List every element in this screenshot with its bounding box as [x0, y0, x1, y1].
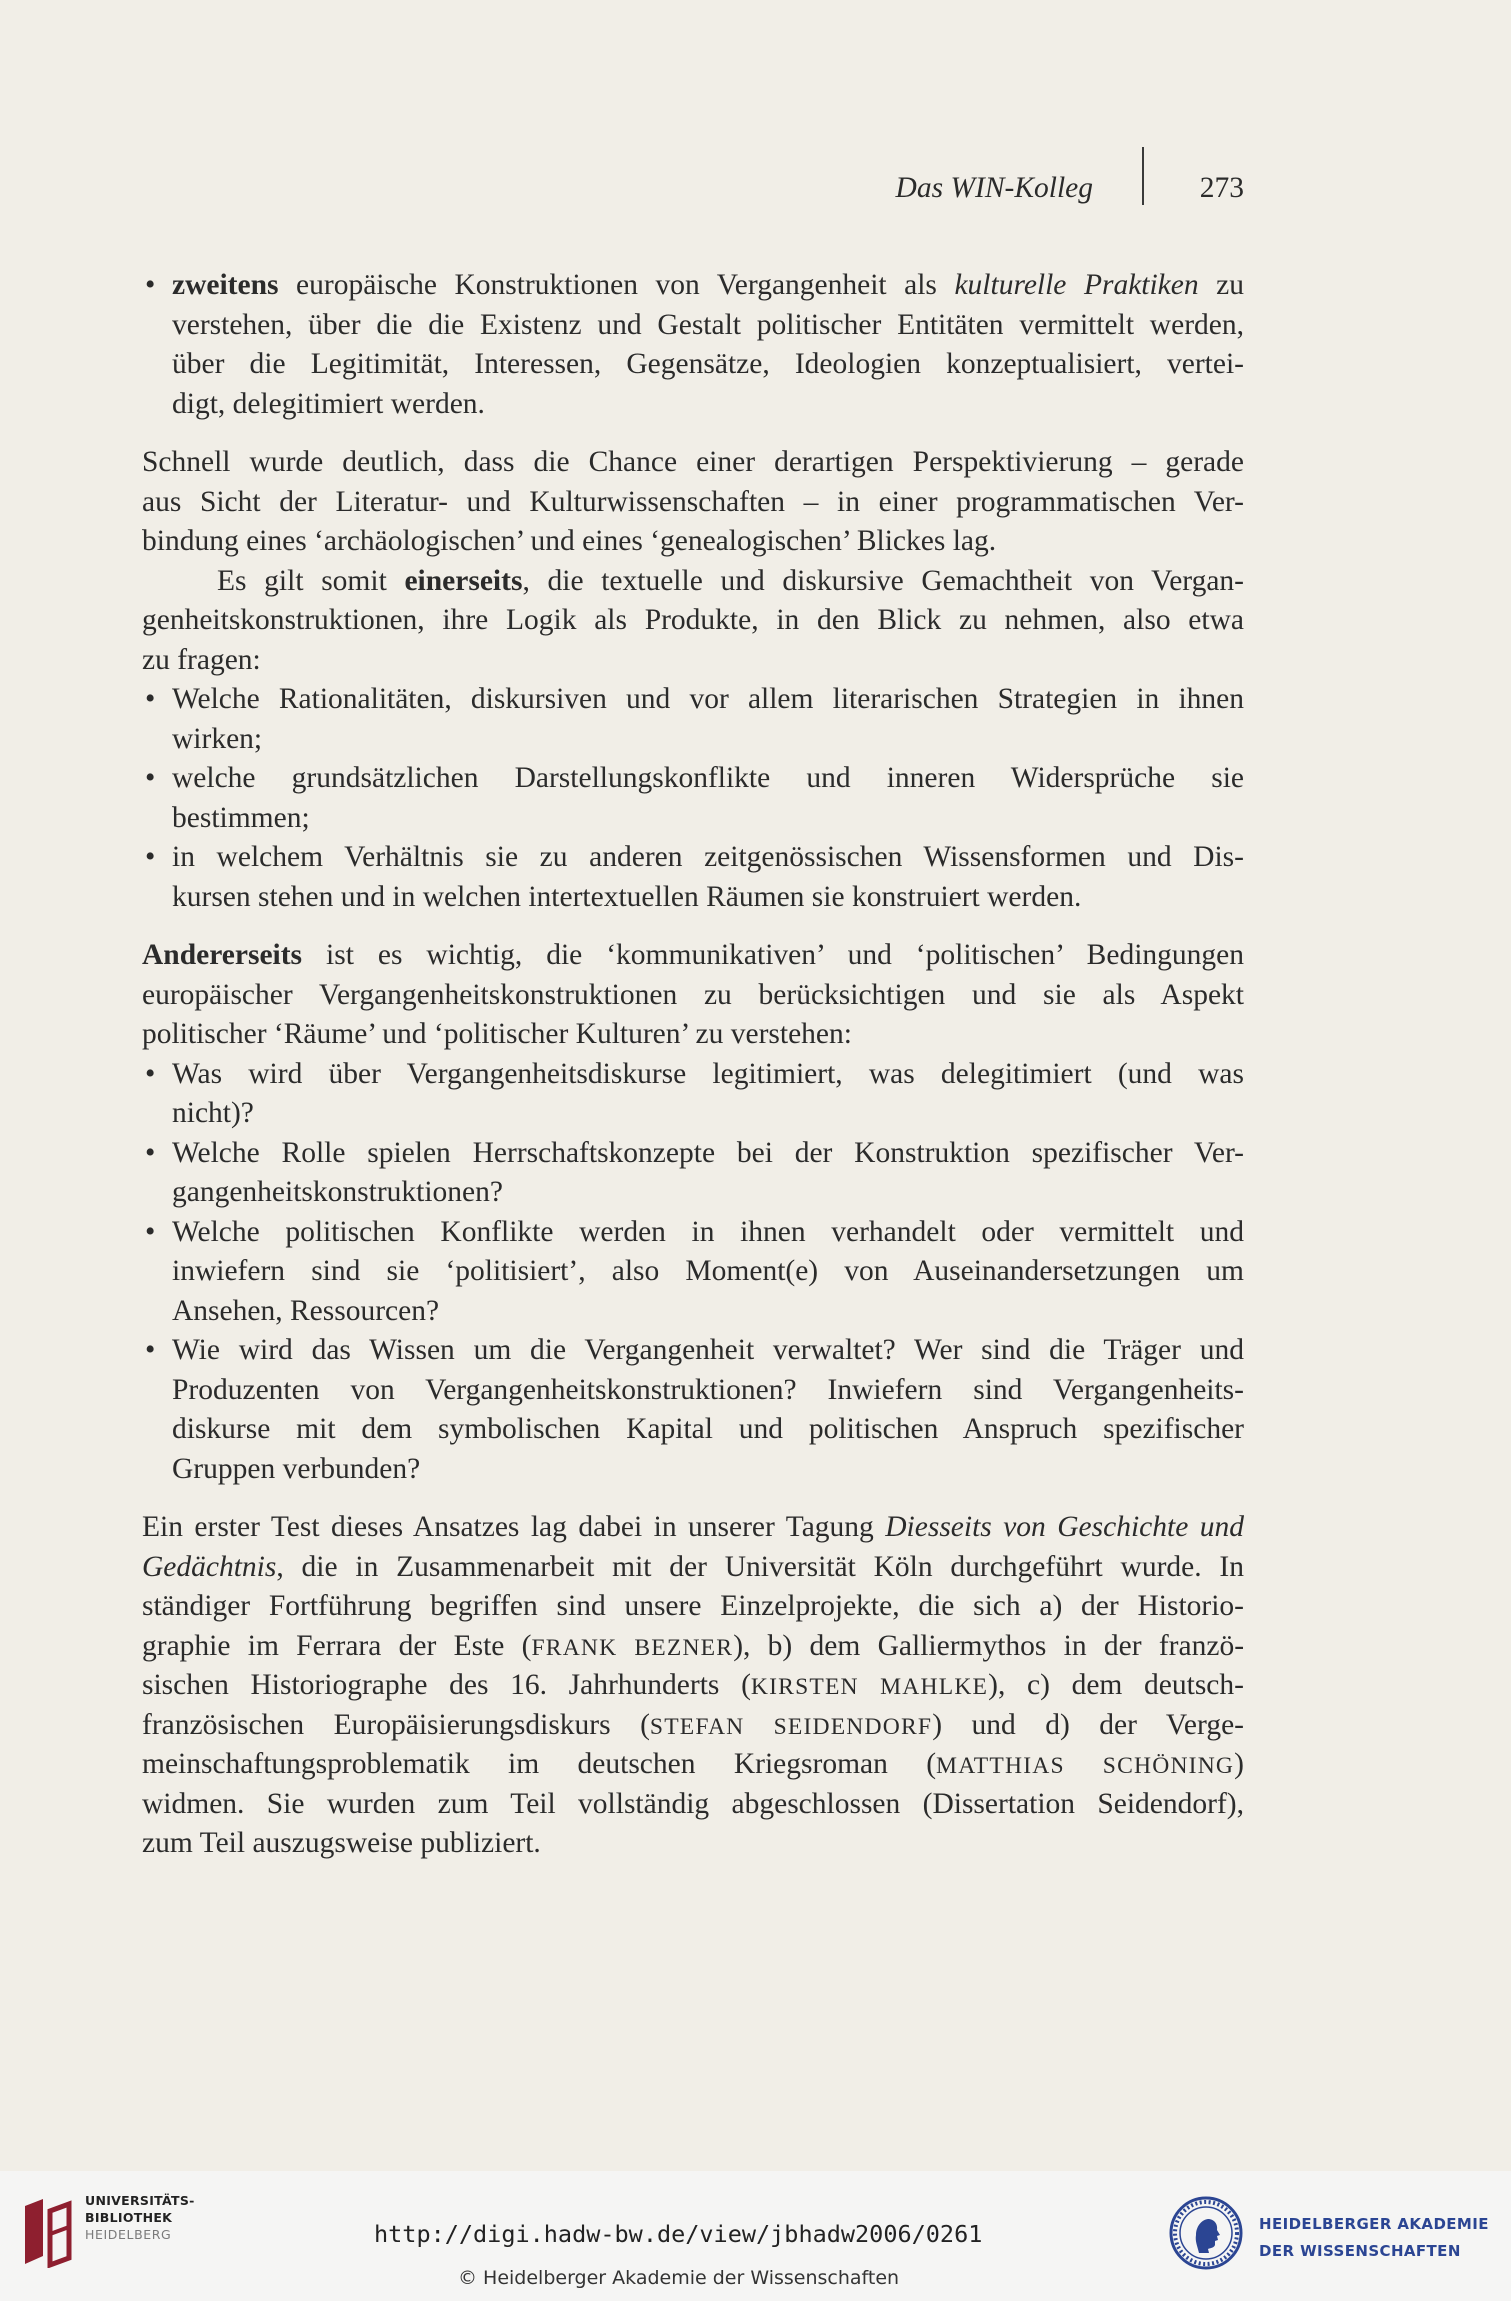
text-run: über die Legitimität, Interessen, Gegensätze, Ideologien konzeptualisiert, vertei-	[172, 348, 1244, 380]
text-line	[172, 345, 1244, 385]
text-run: Welche Rationalitäten, diskursiven und vor allem literarischen Strategien in ihnen	[172, 683, 1244, 715]
text-line	[142, 601, 1244, 641]
text-run: Was wird über Vergangenheitsdiskurse legitimiert, was delegitimiert (und was	[172, 1057, 1244, 1090]
text-line	[172, 878, 1244, 918]
bold-term: Andererseits	[142, 939, 303, 971]
permalink-url: http://digi.hadw-bw.de/view/jbhadw2006/0261	[374, 2220, 983, 2248]
text-line	[172, 1410, 1244, 1450]
bullet-item	[142, 1134, 1244, 1213]
bold-term: einerseits	[404, 564, 523, 597]
text-run: graphie im Ferrara der Este (	[142, 1629, 532, 1662]
bullet-marker: •	[145, 762, 156, 794]
library-logo-text	[85, 2192, 195, 2243]
text-line	[142, 562, 1244, 602]
text-line	[172, 1055, 1244, 1095]
text-run: bestimmen;	[172, 801, 310, 834]
bullet-marker: •	[145, 1334, 156, 1366]
text-line	[142, 1785, 1244, 1825]
text-line	[142, 641, 1244, 681]
text-run: Schnell wurde deutlich, dass die Chance einer derartigen Perspektivierung – gerade	[142, 446, 1244, 478]
text-run: ), c) dem deutsch-	[988, 1669, 1244, 1701]
academy-seal-icon	[1168, 2195, 1244, 2271]
library-name-line2: BIBLIOTHEK	[85, 2210, 173, 2225]
text-line	[142, 976, 1244, 1016]
text-run: politischer ‘Räume’ und ‘politischer Kulturen’ zu verstehen:	[142, 1018, 852, 1050]
text-run: ist es wichtig, die ‘kommunikativen’ und ‘politischen’ Bedingungen	[302, 939, 1244, 971]
text-run: Ansehen, Ressourcen?	[172, 1294, 440, 1327]
text-run: europäischer Vergangenheitskonstruktionen zu berücksichtigen und sie als Aspekt	[142, 978, 1244, 1011]
academy-logo-text	[1259, 2211, 1489, 2265]
text-run: meinschaftungsproblematik im deutschen Kriegsroman (	[142, 1748, 937, 1780]
text-run: ständiger Fortführung begriffen sind unsere Einzelprojekte, die sich a) der Historio-	[142, 1590, 1244, 1622]
bullet-marker: •	[145, 1215, 156, 1248]
text-line	[142, 1548, 1244, 1588]
text-line	[172, 1292, 1244, 1332]
academy-name-line1: HEIDELBERGER AKADEMIE	[1259, 2215, 1489, 2233]
text-run: ) und d) der Verge-	[932, 1708, 1244, 1741]
text-line	[142, 1666, 1244, 1706]
italic-term: Gedächtnis	[142, 1550, 277, 1583]
text-line	[142, 1824, 1244, 1864]
text-run: wirken;	[172, 722, 263, 755]
text-run: Es gilt somit	[217, 564, 405, 597]
bullet-marker: •	[145, 841, 156, 873]
author-name: MATTHIAS SCHÖNING	[936, 1753, 1235, 1779]
text-line	[172, 1450, 1244, 1490]
bullet-item	[142, 680, 1244, 759]
text-run: digt, delegitimiert werden.	[172, 387, 485, 420]
text-line	[142, 483, 1244, 523]
text-run: zu fragen:	[142, 643, 261, 676]
library-name-line3: HEIDELBERG	[85, 2227, 172, 2242]
university-library-logo-icon	[22, 2196, 74, 2268]
author-name: FRANK BEZNER	[531, 1634, 734, 1661]
bullet-item	[142, 1331, 1244, 1489]
text-line	[172, 1371, 1244, 1411]
italic-term: Diesseits von Geschichte und	[885, 1511, 1244, 1543]
viewer-footer	[0, 2171, 1511, 2301]
running-title: Das WIN-Kolleg	[895, 172, 1093, 204]
text-line	[142, 1508, 1244, 1548]
text-run: , die textuelle und diskursive Gemachtheit von Vergan-	[522, 564, 1244, 597]
bullet-item	[142, 759, 1244, 838]
copyright-notice: © Heidelberger Akademie der Wissenschaften	[458, 2267, 900, 2289]
text-run: bindung eines ‘archäologischen’ und eines ‘genealogischen’ Blickes lag.	[142, 525, 997, 557]
author-name: KIRSTEN MAHLKE	[750, 1674, 989, 1700]
paragraph	[142, 562, 1244, 681]
text-line	[142, 1015, 1244, 1055]
body-text	[142, 266, 1244, 1864]
text-run: verstehen, über die die Existenz und Gestalt politischer Entitäten vermittelt werden,	[172, 308, 1244, 341]
text-line	[142, 1587, 1244, 1627]
text-run: gangenheitskonstruktionen?	[172, 1176, 503, 1208]
paragraph	[142, 1508, 1244, 1864]
paragraph	[142, 443, 1244, 562]
text-line	[172, 1134, 1244, 1174]
bullet-item	[142, 838, 1244, 917]
text-run: Welche Rolle spielen Herrschaftskonzepte bei der Konstruktion spezifischer Ver-	[172, 1136, 1244, 1169]
text-run: Welche politischen Konflikte werden in ihnen verhandelt oder vermittelt und	[172, 1215, 1244, 1248]
text-run: ), b) dem Galliermythos in der franzö-	[733, 1629, 1245, 1662]
text-run: nicht)?	[172, 1097, 254, 1129]
text-line	[172, 838, 1244, 878]
text-run: zum Teil auszugsweise publiziert.	[142, 1827, 541, 1859]
text-line	[172, 799, 1244, 839]
text-run: Produzenten von Vergangenheitskonstruktionen? Inwiefern sind Vergangenheits-	[172, 1373, 1244, 1406]
text-run: aus Sicht der Literatur- und Kulturwissenschaften – in einer programmatischen Ver-	[142, 485, 1244, 518]
author-name: STEFAN SEIDENDORF	[649, 1713, 933, 1740]
text-line	[142, 1627, 1244, 1667]
text-run: französischen Europäisierungsdiskurs (	[142, 1708, 650, 1741]
bullet-marker: •	[145, 1136, 156, 1169]
bullet-marker: •	[145, 269, 156, 301]
text-run: Wie wird das Wissen um die Vergangenheit verwaltet? Wer sind die Träger und	[172, 1334, 1244, 1366]
text-line	[172, 266, 1244, 306]
text-run: in welchem Verhältnis sie zu anderen zeitgenössischen Wissensformen und Dis-	[172, 841, 1244, 873]
text-run: diskurse mit dem symbolischen Kapital und politischen Anspruch spezifischer	[172, 1413, 1244, 1445]
text-run: genheitskonstruktionen, ihre Logik als Produkte, in den Blick zu nehmen, also etwa	[142, 604, 1244, 636]
bullet-item	[142, 1055, 1244, 1134]
text-run: Ein erster Test dieses Ansatzes lag dabei in unserer Tagung	[142, 1511, 886, 1543]
text-run: sischen Historiographe des 16. Jahrhunderts (	[142, 1669, 751, 1701]
text-line	[172, 385, 1244, 425]
text-line	[172, 680, 1244, 720]
italic-term: kulturelle Praktiken	[954, 269, 1199, 301]
text-run: europäische Konstruktionen von Vergangenheit als	[278, 269, 955, 301]
bullet-item	[142, 266, 1244, 424]
paragraph	[142, 936, 1244, 1055]
text-line	[172, 1213, 1244, 1253]
text-line	[172, 1173, 1244, 1213]
academy-name-line2: DER WISSENSCHAFTEN	[1259, 2242, 1461, 2260]
text-line	[172, 306, 1244, 346]
text-line	[172, 1331, 1244, 1371]
text-run: kursen stehen und in welchen intertextuellen Räumen sie konstruiert werden.	[172, 880, 1082, 913]
text-run: zu	[1198, 269, 1245, 301]
text-run: )	[1234, 1748, 1244, 1780]
text-run: Gruppen verbunden?	[172, 1452, 421, 1485]
bold-term: zweitens	[172, 269, 279, 301]
text-run: welche grundsätzlichen Darstellungskonflikte und inneren Widersprüche sie	[172, 762, 1244, 794]
text-line	[142, 1706, 1244, 1746]
text-run: widmen. Sie wurden zum Teil vollständig abgeschlossen (Dissertation Seidendorf),	[142, 1787, 1244, 1820]
text-line	[142, 936, 1244, 976]
text-run: inwiefern sind sie ‘politisiert’, also Moment(e) von Auseinandersetzungen um	[172, 1255, 1244, 1287]
text-line	[142, 522, 1244, 562]
header-divider	[1142, 147, 1144, 205]
text-line	[142, 1745, 1244, 1785]
page-number: 273	[1199, 172, 1244, 204]
text-line	[172, 1252, 1244, 1292]
library-name-line1: UNIVERSITÄTS-	[85, 2193, 195, 2208]
bullet-marker: •	[145, 1057, 156, 1090]
text-line	[172, 720, 1244, 760]
text-line	[172, 1094, 1244, 1134]
bullet-marker: •	[145, 683, 156, 715]
bullet-item	[142, 1213, 1244, 1332]
text-run: , die in Zusammenarbeit mit der Universität Köln durchgeführt wurde. In	[276, 1550, 1244, 1583]
text-line	[142, 443, 1244, 483]
text-line	[172, 759, 1244, 799]
